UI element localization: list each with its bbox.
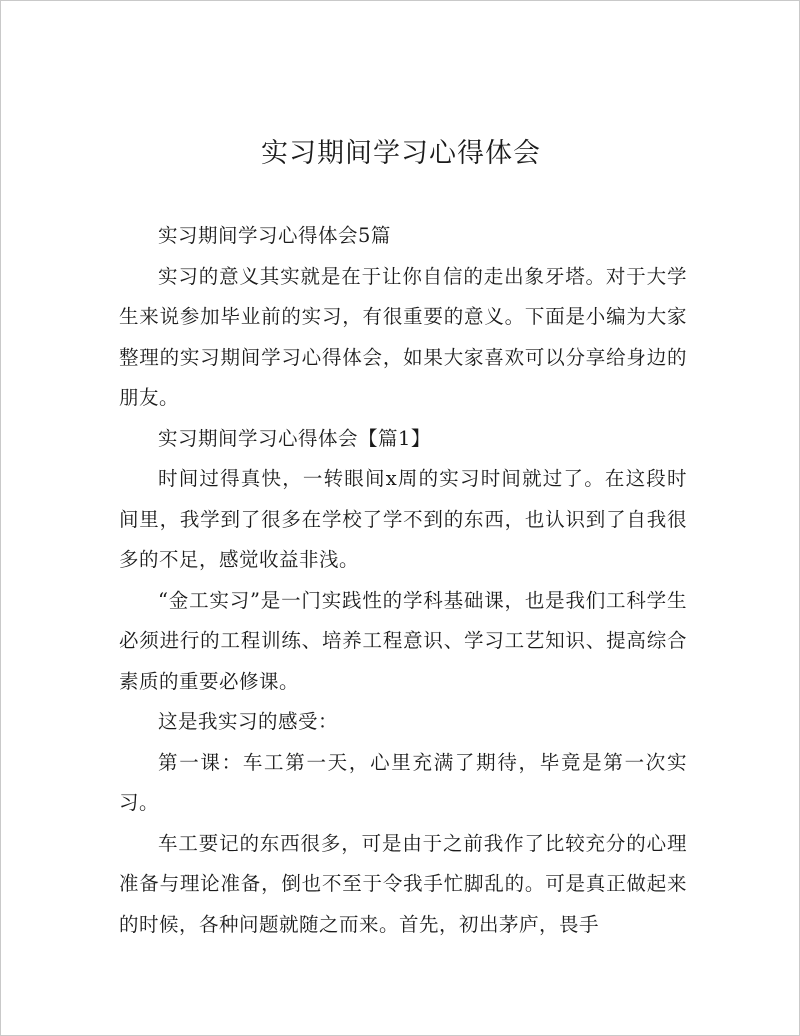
paragraph-intro: 实习的意义其实就是在于让你自信的走出象牙塔。对于大学生来说参加毕业前的实习，有很重要的意义。下面是小编为大家整理的实习期间学习心得体会，如果大家喜欢可以分享给身边的朋友。	[119, 264, 687, 409]
paragraph-subtitle: 实习期间学习心得体会5篇	[158, 224, 391, 247]
document-title: 实习期间学习心得体会	[261, 138, 541, 169]
paragraph: 这是我实习的感受：	[158, 710, 339, 733]
document-body	[119, 216, 687, 945]
paragraph: “金工实习”是一门实践性的学科基础课，也是我们工科学生必须进行的工程训练、培养工程意识、学习工艺知识、提高综合素质的重要必修课。	[119, 588, 687, 693]
paragraph: 第一课：车工第一天，心里充满了期待，毕竟是第一次实习。	[119, 750, 687, 814]
paragraph: 车工要记的东西很多，可是由于之前我作了比较充分的心理准备与理论准备，倒也不至于令我手忙脚乱的。可是真正做起来的时候，各种问题就随之而来。首先，初出茅庐，畏手	[119, 831, 687, 936]
paragraph: 时间过得真快，一转眼间x周的实习时间就过了。在这段时间里，我学到了很多在学校了学不到的东西，也认识到了自我很多的不足，感觉收益非浅。	[119, 467, 687, 571]
paragraph-section-heading: 实习期间学习心得体会【篇1】	[158, 426, 431, 450]
